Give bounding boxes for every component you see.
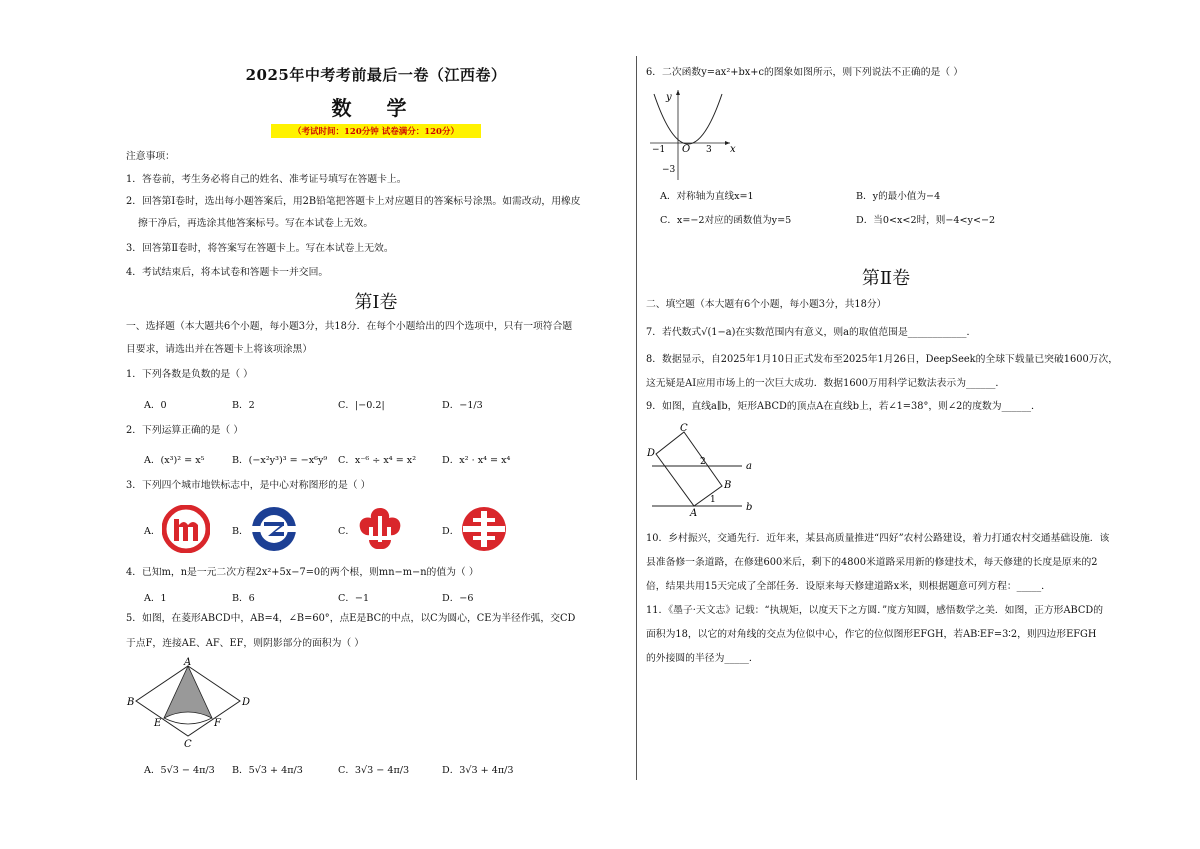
q4-option-c: C．−1: [338, 593, 370, 604]
question-1: 1．下列各数是负数的是（ ）: [126, 369, 253, 380]
q6-option-c: C．x=−2对应的函数值为y=5: [660, 215, 792, 226]
q1-option-a: A．0: [144, 400, 167, 411]
rhombus-figure: [126, 656, 256, 748]
q4-option-d: D．−6: [442, 593, 474, 604]
axis-label-x: x: [730, 144, 736, 155]
line-label-b: b: [746, 502, 753, 513]
label-a: A: [690, 508, 698, 518]
question-2: 2．下列运算正确的是（ ）: [126, 425, 244, 436]
angle-2-label: 2: [700, 457, 706, 467]
question-9: 9．如图，直线a∥b，矩形ABCD的顶点A在直线b上，若∠1=38°，则∠2的度数为______．: [646, 401, 1041, 412]
section2-heading: 二、填空题（本大题有6个小题，每小题3分，共18分）: [646, 299, 887, 310]
note-item: 1．答卷前，考生务必将自己的姓名、准考证号填写在答题卡上。: [126, 174, 407, 185]
label-e: E: [154, 718, 162, 729]
column-divider: [636, 56, 637, 780]
question-10: 10．乡村振兴，交通先行．近年来，某县高质量推进“四好”农村公路建设，着力打通农村交通基础设施．该: [646, 533, 1110, 544]
metro-logo-d: [460, 505, 508, 553]
label-f: F: [214, 718, 221, 729]
question-7: 7．若代数式√(1−a)在实数范围内有意义，则a的取值范围是____________．: [646, 327, 977, 338]
q3-option-a: A．: [144, 526, 161, 537]
question-10-cont: 县准备修一条道路，在修建600米后，剩下的4800米道路采用新的修建技术，每天修建的长度是原来的2: [646, 557, 1098, 568]
question-11: 11．《墨子·天文志》记载：“执规矩，以度天下之方圆．”度方知圆，感悟数学之美．如图，正方形ABCD的: [646, 605, 1104, 616]
note-item: 擦干净后，再选涂其他答案标号。写在本试卷上无效。: [138, 218, 374, 229]
q3-option-d: D．: [442, 526, 460, 537]
note-item: 3．回答第Ⅱ卷时，将答案写在答题卡上。写在本试卷上无效。: [126, 243, 394, 254]
label-d: D: [647, 448, 656, 459]
axis-label-y: y: [666, 92, 672, 103]
question-5: 5．如图，在菱形ABCD中，AB=4，∠B=60°，点E是BC的中点，以C为圆心，CE为半径作弧，交CD: [126, 613, 576, 624]
q5-option-c: C．3√3 − 4π/3: [338, 765, 410, 776]
q1-option-d: D．−1/3: [442, 400, 483, 411]
angle-1-label: 1: [710, 495, 716, 505]
q4-option-b: B．6: [232, 593, 255, 604]
q2-option-a: A．(x³)² = x⁵: [144, 455, 205, 466]
q1-option-c: C．|−0.2|: [338, 400, 385, 411]
line-label-a: a: [746, 461, 752, 472]
note-item: 2．回答第Ⅰ卷时，选出每小题答案后，用2B铅笔把答题卡上对应题目的答案标号涂黑。如需改动，用橡皮: [126, 196, 581, 207]
label-b: B: [724, 480, 732, 491]
note-item: 4．考试结束后，将本试卷和答题卡一并交回。: [126, 267, 329, 278]
label-c: C: [680, 423, 688, 434]
exam-info-badge: （考试时间：120分钟 试卷满分：120分）: [271, 124, 481, 138]
right-column: [646, 56, 1126, 786]
subject-title: 数 学: [331, 96, 421, 120]
question-11-cont: 的外接圆的半径为_____．: [646, 653, 759, 664]
section-heading: 一、选择题（本大题共6个小题，每小题3分，共18分．在每个小题给出的四个选项中，只有一项符合题: [126, 321, 573, 332]
question-3: 3．下列四个城市地铁标志中，是中心对称图形的是（ ）: [126, 480, 371, 491]
label-a: A: [184, 657, 192, 668]
q6-option-a: A．对称轴为直线x=1: [660, 191, 754, 202]
question-8-cont: 这无疑是AI应用市场上的一次巨大成功．数据1600万用科学记数法表示为______．: [646, 378, 1006, 389]
q5-option-a: A．5√3 − 4π/3: [144, 765, 215, 776]
left-column: [126, 56, 626, 786]
q5-option-d: D．3√3 + 4π/3: [442, 765, 514, 776]
q5-option-b: B．5√3 + 4π/3: [232, 765, 303, 776]
metro-logo-c: [356, 505, 404, 553]
origin-label: O: [682, 144, 691, 155]
section-heading: 目要求，请选出并在答题卡上将该项涂黑）: [126, 344, 313, 355]
parabola-graph: [646, 86, 736, 182]
q3-option-b: B．: [232, 526, 249, 537]
label-b: B: [127, 697, 135, 708]
question-10-cont: 倍，结果共用15天完成了全部任务．设原来每天修建道路x米，则根据题意可列方程：_____．: [646, 581, 1051, 592]
part2-title: 第Ⅱ卷: [861, 268, 911, 289]
question-4: 4．已知m，n是一元二次方程2x²+5x−7=0的两个根，则mn−m−n的值为（ ）: [126, 567, 479, 578]
part1-title: 第Ⅰ卷: [354, 292, 398, 313]
q3-option-c: C．: [338, 526, 355, 537]
notes-heading: 注意事项：: [126, 151, 175, 162]
label-c: C: [184, 739, 192, 748]
q6-option-b: B．y的最小值为−4: [856, 191, 941, 202]
tick-3: 3: [706, 145, 712, 155]
tick-minus1: −1: [652, 145, 666, 155]
question-6: 6．二次函数y=ax²+bx+c的图象如图所示，则下列说法不正确的是（ ）: [646, 67, 964, 78]
tick-minus3: −3: [662, 165, 676, 175]
metro-logo-b: [250, 505, 298, 553]
label-d: D: [242, 697, 251, 708]
metro-logo-a: [162, 505, 210, 553]
q6-option-d: D．当0<x<2时，则−4<y<−2: [856, 215, 996, 226]
page-title: 2025年中考考前最后一卷（江西卷）: [245, 66, 507, 84]
exam-title: [126, 64, 626, 85]
question-8: 8．数据显示，自2025年1月10日正式发布至2025年1月26日，DeepSeek的全球下载量已突破1600万次，: [646, 354, 1119, 365]
q2-option-d: D．x² · x⁴ = x⁴: [442, 455, 511, 466]
q1-option-b: B．2: [232, 400, 255, 411]
q2-option-b: B．(−x²y³)³ = −x⁶y⁹: [232, 455, 328, 466]
question-11-cont: 面积为18，以它的对角线的交点为位似中心，作它的位似图形EFGH，若AB∶EF=3∶2，则四边形EFGH: [646, 629, 1097, 640]
q4-option-a: A．1: [144, 593, 167, 604]
q2-option-c: C．x⁻⁶ ÷ x⁴ = x²: [338, 455, 417, 466]
parallel-lines-figure: [646, 422, 766, 518]
question-5-cont: 于点F，连接AE、AF、EF，则阴影部分的面积为（ ）: [126, 638, 365, 649]
